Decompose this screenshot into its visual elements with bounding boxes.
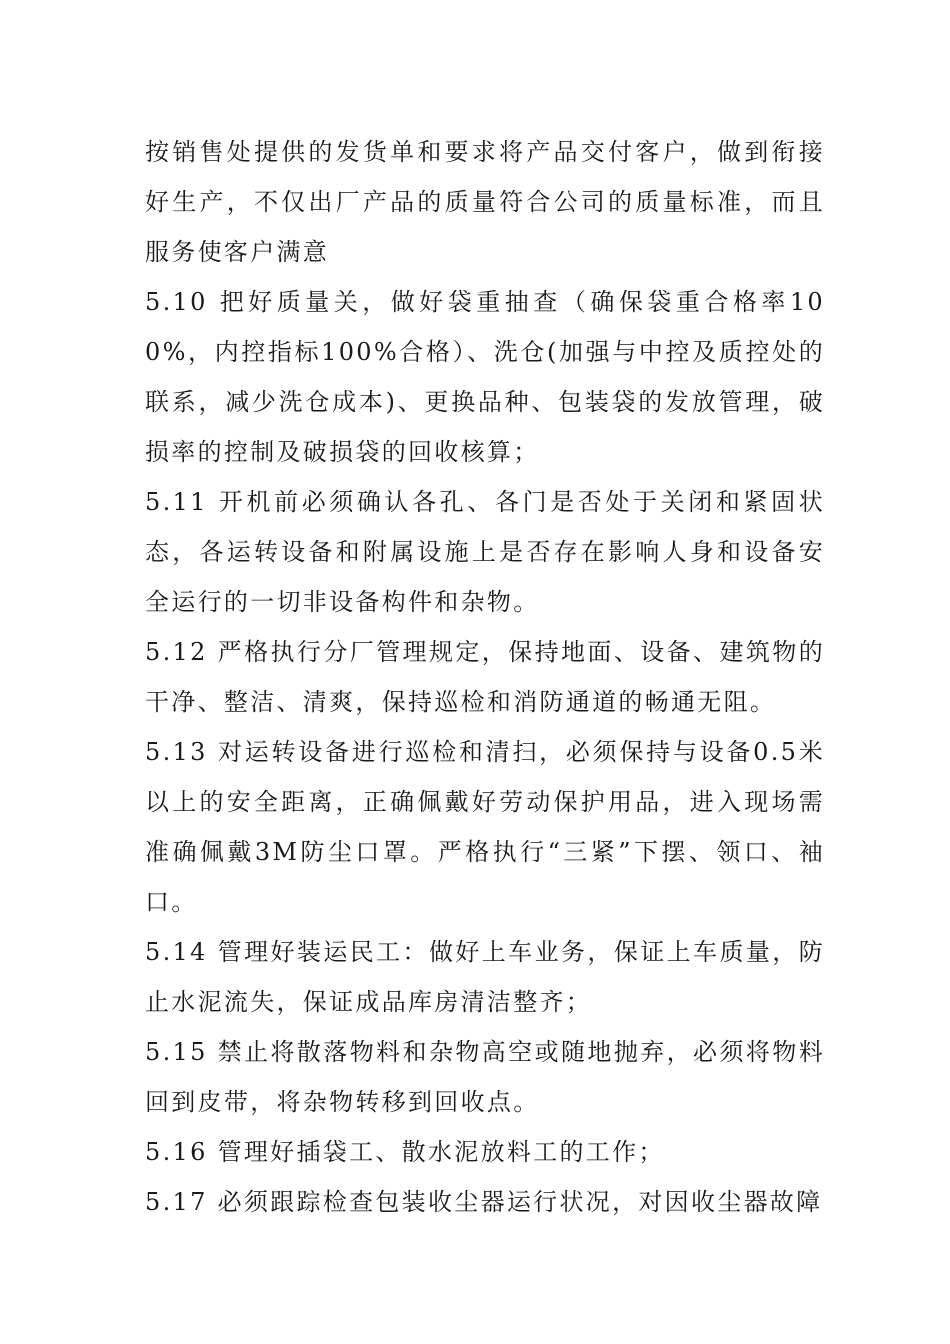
paragraph-delivery: 按销售处提供的发货单和要求将产品交付客户，做到衔接好生产，不仅出厂产品的质量符合公司的质量标准，而且服务使客户满意: [145, 138, 825, 266]
paragraph-5-17: 5.17 必须跟踪检查包装收尘器运行状况，对因收尘器故障: [145, 1188, 823, 1216]
paragraph-5-15: 5.15 禁止将散落物料和杂物高空或随地抛弃，必须将物料回到皮带，将杂物转移到回收点。: [145, 1038, 825, 1116]
paragraph-5-14: 5.14 管理好装运民工：做好上车业务，保证上车质量，防止水泥流失，保证成品库房清洁整齐；: [145, 938, 825, 1016]
paragraph-5-13: 5.13 对运转设备进行巡检和清扫，必须保持与设备0.5米以上的安全距离，正确佩戴好劳动保护用品，进入现场需准确佩戴3M防尘口罩。严格执行“三紧”下摆、领口、袖口。: [145, 738, 825, 916]
document-body: [145, 127, 825, 1227]
paragraph-5-10: 5.10 把好质量关，做好袋重抽查（确保袋重合格率100%，内控指标100%合格）、洗仓(加强与中控及质控处的联系，减少洗仓成本)、更换品种、包装袋的发放管理，破损率的控制及破损袋的回收核算；: [145, 288, 825, 466]
paragraph-5-16: 5.16 管理好插袋工、散水泥放料工的工作；: [145, 1138, 665, 1166]
paragraph-5-12: 5.12 严格执行分厂管理规定，保持地面、设备、建筑物的干净、整洁、清爽，保持巡检和消防通道的畅通无阻。: [145, 638, 825, 716]
paragraph-5-11: 5.11 开机前必须确认各孔、各门是否处于关闭和紧固状态，各运转设备和附属设施上是否存在影响人身和设备安全运行的一切非设备构件和杂物。: [145, 488, 825, 616]
